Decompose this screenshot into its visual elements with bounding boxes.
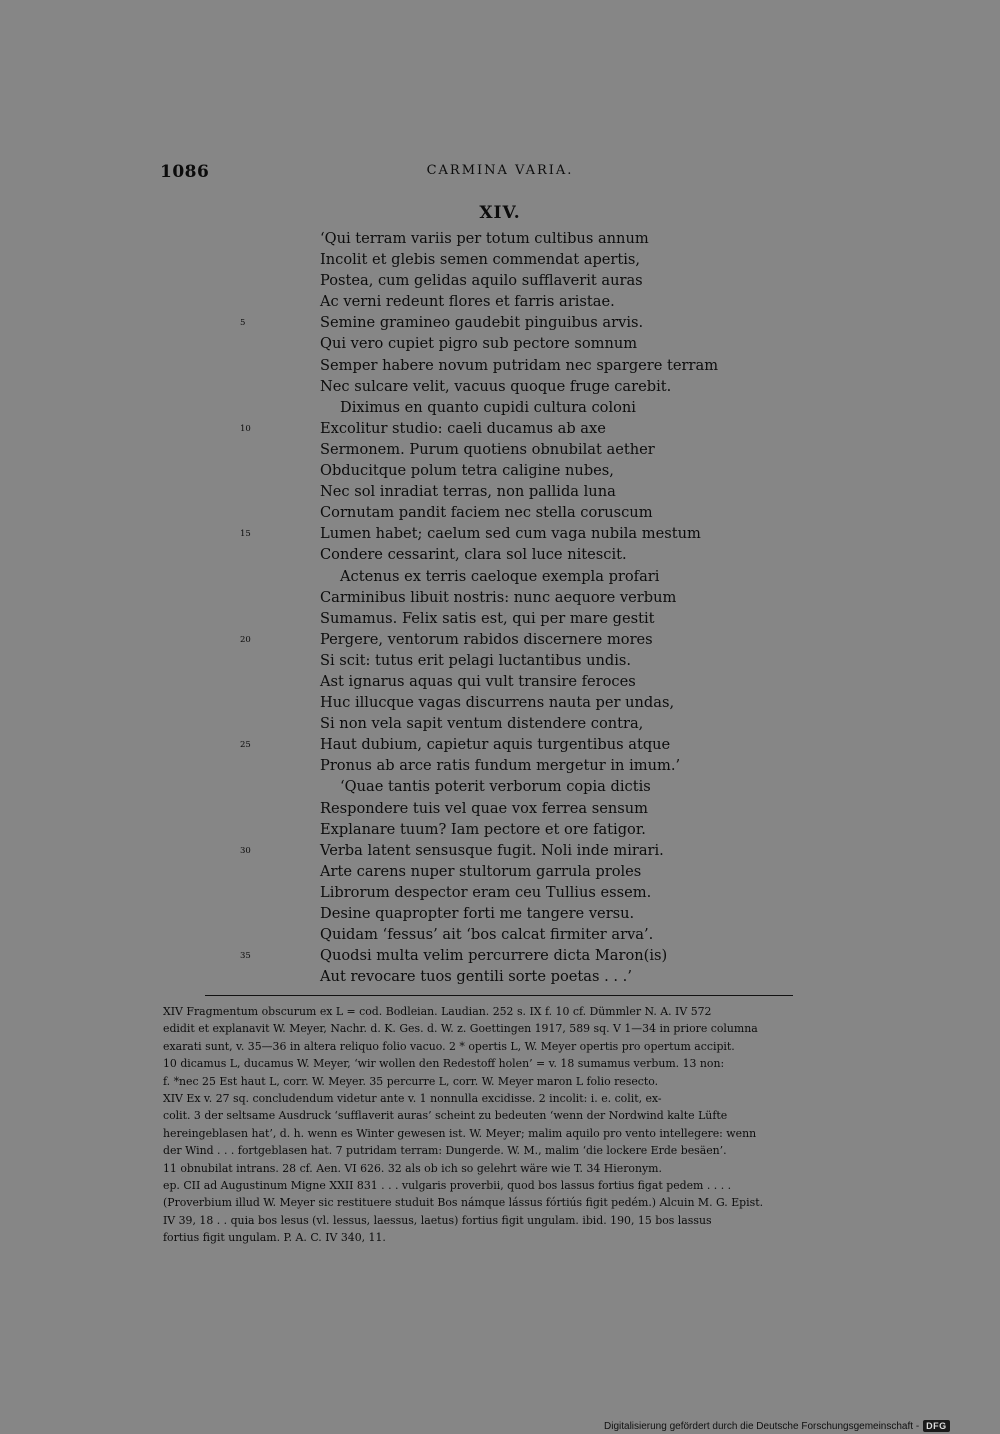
- apparatus-line: ep. CII ad Augustinum Migne XXII 831 . . . vulgaris proverbii, quod bos lassus fortius figat pedem . . . .: [163, 1179, 732, 1193]
- apparatus-line: hereingeblasen hat’, d. h. wenn es Winter gewesen ist. W. Meyer; malim aquilo pro vento intellegere: wenn: [163, 1126, 757, 1140]
- apparatus-line: 10 dicamus L, ducamus W. Meyer, ‘wir wollen den Redestoff holen’ = v. 18 sumamus verbum. 13 non:: [163, 1057, 725, 1071]
- poem-line: [240, 502, 760, 523]
- line-text: Semine gramineo gaudebit pinguibus arvis.: [320, 314, 644, 332]
- apparatus-line: XIV Ex v. 27 sq. concludendum videtur ante v. 1 nonnulla excidisse. 2 incolit: i. e. colit, ex-: [163, 1092, 662, 1105]
- line-text: Si non vela sapit ventum distendere contra,: [320, 715, 644, 733]
- line-number: 30: [240, 845, 251, 856]
- poem-line: [240, 608, 760, 629]
- line-text: Nec sulcare velit, vacuus quoque fruge carebit.: [320, 377, 672, 395]
- poem-line: [240, 840, 760, 861]
- line-text: Explanare tuum? Iam pectore et ore fatigor.: [320, 820, 646, 838]
- line-number: 5: [240, 318, 246, 329]
- poem-line: [240, 249, 760, 270]
- line-text: Sumamus. Felix satis est, qui per mare gestit: [320, 609, 655, 627]
- line-text: Carminibus libuit nostris: nunc aequore verbum: [320, 588, 677, 606]
- dfg-logo: DFG: [923, 1420, 950, 1432]
- poem-line: [240, 312, 760, 333]
- line-text: Respondere tuis vel quae vox ferrea sensum: [320, 799, 648, 817]
- line-number: 25: [240, 740, 251, 751]
- apparatus-line: exarati sunt, v. 35—36 in altera reliquo folio vacuo. 2 * opertis L, W. Meyer opertis pro opertum accipit.: [163, 1039, 735, 1053]
- digitization-footer: [604, 1418, 950, 1434]
- line-text: Pronus ab arce ratis fundum mergetur in imum.’: [320, 757, 681, 775]
- line-text: Obducitque polum tetra caligine nubes,: [320, 462, 614, 480]
- poem-line: [240, 798, 760, 819]
- line-text: Cornutam pandit faciem nec stella coruscum: [320, 504, 653, 522]
- poem-line: [240, 755, 760, 776]
- poem-line: [240, 587, 760, 608]
- poem-line: [240, 713, 760, 734]
- line-text: Semper habere novum putridam nec spargere terram: [320, 356, 719, 374]
- line-text: Desine quapropter forti me tangere versu.: [320, 905, 635, 922]
- line-text: Postea, cum gelidas aquilo sufflaverit auras: [320, 272, 643, 290]
- poem-line: [240, 734, 760, 755]
- poem-line: [240, 650, 760, 671]
- poem-line: [240, 376, 760, 397]
- poem-line: [240, 481, 760, 502]
- apparatus-line: f. *nec 25 Est haut L, corr. W. Meyer. 35 percurre L, corr. W. Meyer maron L folio resecto.: [163, 1074, 659, 1088]
- poem-line: [240, 566, 760, 587]
- line-text: Incolit et glebis semen commendat apertis,: [320, 251, 641, 269]
- poem-line: [240, 819, 760, 840]
- line-number: 10: [240, 423, 251, 434]
- line-text: Sermonem. Purum quotiens obnubilat aether: [320, 440, 655, 458]
- line-text: Nec sol inradiat terras, non pallida luna: [320, 483, 616, 501]
- line-text: ‘Qui terram variis per totum cultibus annum: [320, 230, 649, 247]
- line-text: Ast ignarus aquas qui vult transire feroces: [320, 672, 636, 690]
- line-text: Actenus ex terris caeloque exempla profari: [340, 567, 660, 585]
- line-text: Librorum despector eram ceu Tullius essem.: [320, 883, 652, 901]
- apparatus-line: IV 39, 18 . . quia bos lesus (vl. lessus, laessus, laetus) fortius figit ungulam. ibid. 190, 15 bos lassus: [163, 1213, 712, 1227]
- poem-line: [240, 945, 760, 966]
- poem-line: [240, 544, 760, 565]
- line-text: Quidam ‘fessus’ ait ‘bos calcat firmiter arva’.: [320, 926, 654, 944]
- poem-line: [240, 629, 760, 650]
- poem-line: [240, 692, 760, 713]
- line-number: 35: [240, 951, 251, 962]
- poem-line: [240, 882, 760, 903]
- running-title: CARMINA VARIA.: [426, 163, 574, 178]
- poem-line: [240, 397, 760, 418]
- line-text: Arte carens nuper stultorum garrula proles: [320, 862, 642, 880]
- poem-line: [240, 966, 760, 987]
- line-text: Qui vero cupiet pigro sub pectore somnum: [320, 335, 638, 353]
- poem-line: [240, 861, 760, 882]
- poem-line: [240, 776, 760, 797]
- poem-line: [240, 460, 760, 481]
- footnote-divider: [205, 995, 793, 996]
- poem-line: [240, 903, 760, 924]
- poem-line: [240, 228, 760, 249]
- line-text: ‘Quae tantis poterit verborum copia dictis: [340, 778, 651, 796]
- poem-line: [240, 291, 760, 312]
- poem-line: [240, 671, 760, 692]
- poem-line: [240, 333, 760, 354]
- line-text: Quodsi multa velim percurrere dicta Maron(is): [320, 947, 668, 965]
- apparatus-line: XIV Fragmentum obscurum ex L = cod. Bodleian. Laudian. 252 s. IX f. 10 cf. Dümmler N. A. IV 572: [163, 1005, 712, 1018]
- line-number: 15: [240, 529, 251, 540]
- line-text: Diximus en quanto cupidi cultura coloni: [340, 398, 636, 416]
- apparatus-line: der Wind . . . fortgeblasen hat. 7 putridam terram: Dungerde. W. M., malim ‘die lockere Erde besäen’.: [163, 1144, 727, 1158]
- apparatus-line: fortius figit ungulam. P. A. C. IV 340, 11.: [163, 1231, 386, 1245]
- poem-line: [240, 418, 760, 439]
- poem-line: [240, 270, 760, 291]
- apparatus-line: 11 obnubilat intrans. 28 cf. Aen. VI 626. 32 als ob ich so gelehrt wäre wie T. 34 Hieronym.: [163, 1161, 662, 1175]
- apparatus-line: edidit et explanavit W. Meyer, Nachr. d. K. Ges. d. W. z. Goettingen 1917, 589 sq. V 1—34 in priore columna: [163, 1022, 758, 1036]
- page-header: [160, 162, 840, 184]
- apparatus-line: (Proverbium illud W. Meyer sic restituere studuit Bos námque lássus fórtiús figit pedém.) Alcuin M. G. Epist.: [163, 1196, 764, 1210]
- critical-apparatus: [163, 1003, 837, 1090]
- line-text: Excolitur studio: caeli ducamus ab axe: [320, 419, 606, 437]
- line-text: Huc illucque vagas discurrens nauta per undas,: [320, 694, 675, 712]
- source-apparatus: [163, 1090, 837, 1247]
- poem-line: [240, 924, 760, 945]
- line-text: Ac verni redeunt flores et farris aristae.: [320, 293, 615, 311]
- line-text: Verba latent sensusque fugit. Noli inde mirari.: [320, 841, 664, 859]
- poem-line: [240, 523, 760, 544]
- poem-text: [240, 228, 760, 987]
- poem-line: [240, 355, 760, 376]
- footer-credit: Digitalisierung gefördert durch die Deutsche Forschungsgemeinschaft -: [604, 1420, 920, 1432]
- page-number: 1086: [160, 162, 210, 182]
- poem-line: [240, 439, 760, 460]
- line-text: Condere cessarint, clara sol luce nitescit.: [320, 546, 627, 564]
- line-text: Aut revocare tuos gentili sorte poetas . . .’: [320, 968, 632, 986]
- line-number: 20: [240, 634, 251, 645]
- apparatus-line: colit. 3 der seltsame Ausdruck ‘sufflaverit auras’ scheint zu bedeuten ‘wenn der Nordwind kalte Lüfte: [163, 1109, 728, 1123]
- line-text: Si scit: tutus erit pelagi luctantibus undis.: [320, 651, 632, 669]
- line-text: Lumen habet; caelum sed cum vaga nubila mestum: [320, 525, 701, 543]
- poem-title: XIV.: [479, 203, 521, 223]
- line-text: Haut dubium, capietur aquis turgentibus atque: [320, 736, 671, 754]
- line-text: Pergere, ventorum rabidos discernere mores: [320, 630, 653, 648]
